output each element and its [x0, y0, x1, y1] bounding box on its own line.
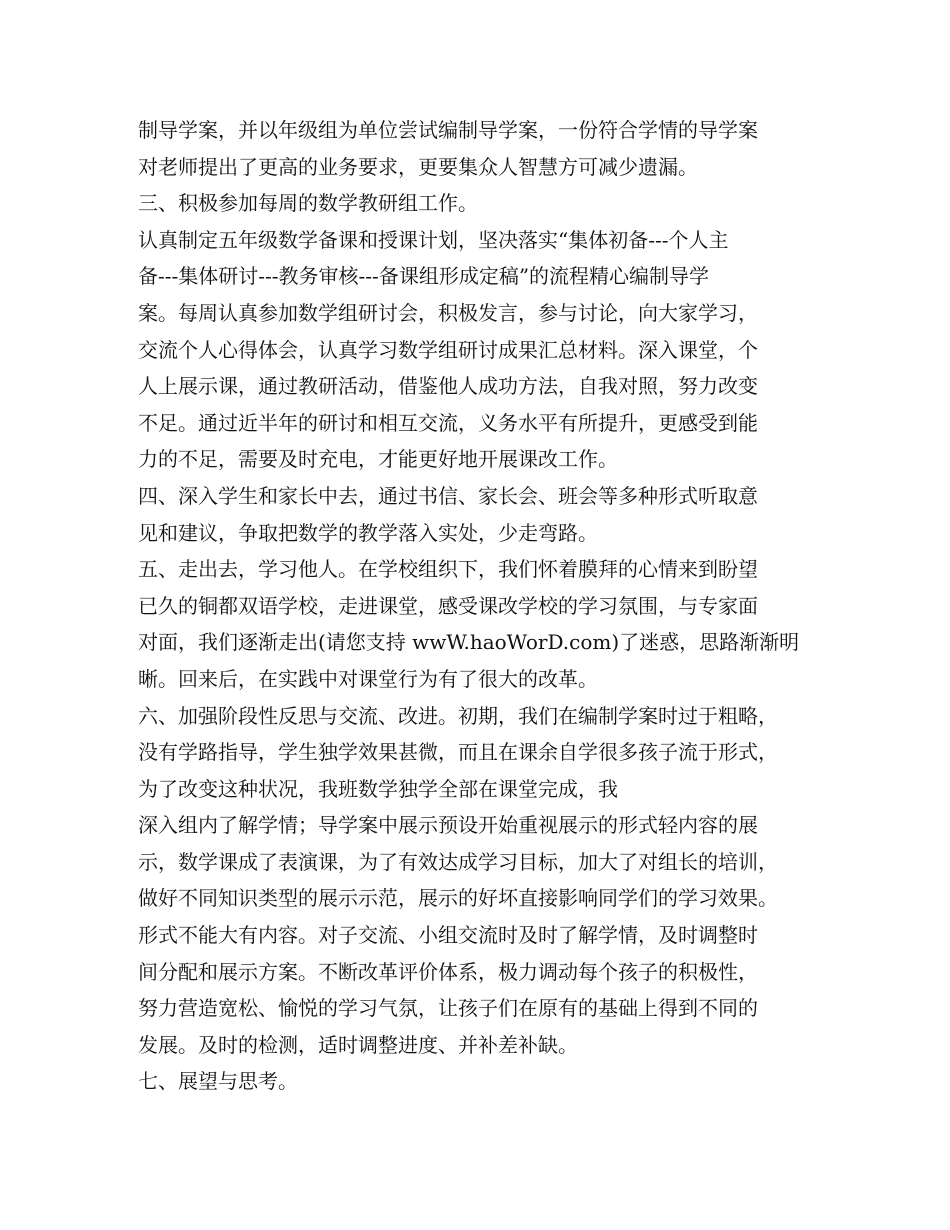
text-line: 示，数学课成了表演课，为了有效达成学习目标，加大了对组长的培训， [138, 849, 778, 874]
text-line: 五、走出去，学习他人。在学校组织下，我们怀着膜拜的心情来到盼望 [138, 557, 758, 582]
text-line: 不足。通过近半年的研讨和相互交流，义务水平有所提升，更感受到能 [138, 410, 758, 435]
text-line: 认真制定五年级数学备课和授课计划，坚决落实“集体初备---个人主 [138, 227, 729, 252]
text-line: 没有学路指导，学生独学效果甚微，而且在课余自学很多孩子流于形式， [138, 740, 778, 765]
text-line: 对老师提出了更高的业务要求，更要集众人智慧方可减少遗漏。 [138, 154, 698, 179]
text-line: 案。每周认真参加数学组研讨会，积极发言，参与讨论，向大家学习， [138, 300, 758, 325]
text-line: 七、展望与思考。 [138, 1069, 298, 1094]
text-line: 人上展示课，通过教研活动，借鉴他人成功方法，自我对照，努力改变 [138, 374, 758, 399]
text-line: 间分配和展示方案。不断改革评价体系，极力调动每个孩子的积极性， [138, 959, 758, 984]
text-line: 六、加强阶段性反思与交流、改进。初期，我们在编制学案时过于粗略， [138, 703, 778, 728]
text-line: 力的不足，需要及时充电，才能更好地开展课改工作。 [138, 447, 618, 472]
text-line: 交流个人心得体会，认真学习数学组研讨成果汇总材料。深入课堂，个 [138, 337, 758, 362]
text-line: 晰。回来后，在实践中对课堂行为有了很大的改革。 [138, 666, 598, 691]
text-line: 做好不同知识类型的展示示范，展示的好坏直接影响同学们的学习效果。 [138, 886, 778, 911]
text-line: 深入组内了解学情；导学案中展示预设开始重视展示的形式轻内容的展 [138, 813, 758, 838]
text-line: 三、积极参加每周的数学教研组工作。 [138, 191, 478, 216]
text-line: 备---集体研讨---教务审核---备课组形成定稿”的流程精心编制导学 [138, 264, 710, 289]
text-line: 制导学案，并以年级组为单位尝试编制导学案，一份符合学情的导学案 [138, 118, 758, 142]
text-line: 四、深入学生和家长中去，通过书信、家长会、班会等多种形式听取意 [138, 483, 758, 508]
text-line: 已久的铜都双语学校，走进课堂，感受课改学校的学习氛围，与专家面 [138, 593, 758, 618]
text-line: 形式不能大有内容。对子交流、小组交流时及时了解学情，及时调整时 [138, 923, 758, 948]
text-line: 发展。及时的检测，适时调整进度、并补差补缺。 [138, 1032, 578, 1057]
text-line: 为了改变这种状况，我班数学独学全部在课堂完成，我 [138, 776, 618, 801]
text-line: 努力营造宽松、愉悦的学习气氛，让孩子们在原有的基础上得到不同的 [138, 996, 758, 1021]
text-line: 见和建议，争取把数学的教学落入实处，少走弯路。 [138, 520, 598, 545]
text-line: 对面，我们逐渐走出(请您支持 wwW.haoWorD.com)了迷惑，思路渐渐明 [138, 630, 800, 655]
document-body [138, 112, 828, 1100]
